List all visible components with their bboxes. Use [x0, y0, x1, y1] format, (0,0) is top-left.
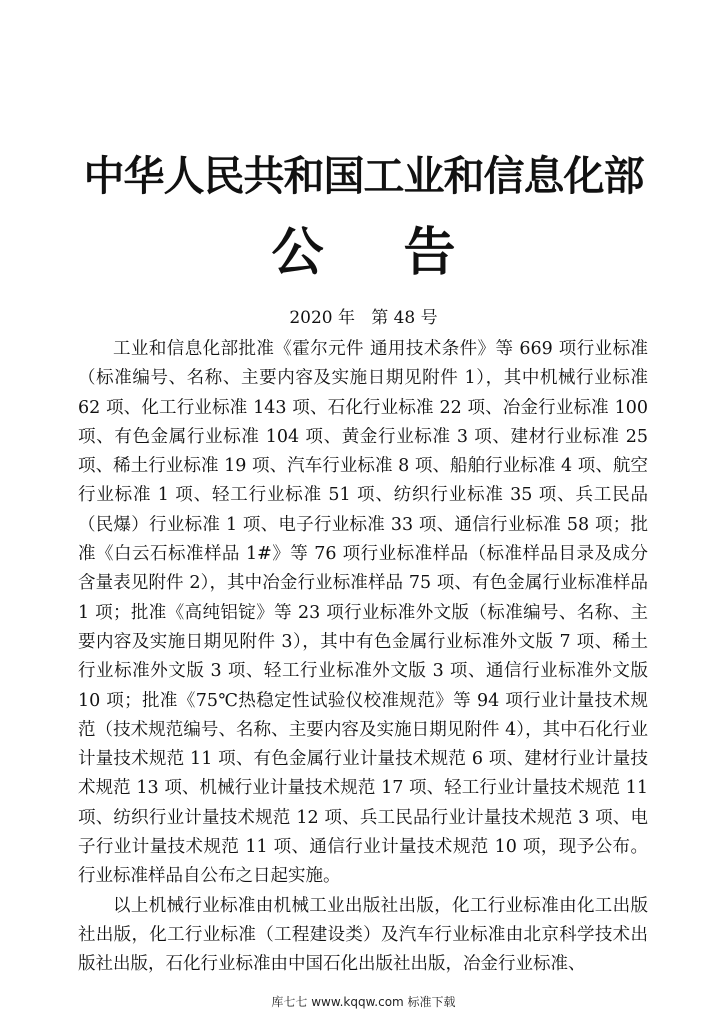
issue-number: 2020 年 第 48 号 — [289, 308, 438, 328]
footer-watermark: 库七七 www.kqqw.com 标准下载 — [271, 995, 456, 1009]
body-paragraph-2: 以上机械行业标准由机械工业出版社出版，化工行业标准由化工出版社出版，化工行业标准（工程建设类）及汽车行业标准由北京科学技术出版社出版，石化行业标准由中国石化出版社出版，冶金行业标准、 — [78, 895, 648, 975]
notice-heading: 公告 — [271, 222, 536, 283]
notice-body — [78, 335, 648, 980]
body-paragraph-1: 工业和信息化部批准《霍尔元件 通用技术条件》等 669 项行业标准（标准编号、名称、主要内容及实施日期见附件 1），其中机械行业标准 62 项、化工行业标准 143 项、石化行业标准 22 项、冶金行业标准 100 项、有色金属行业标准 104 项、黄金行业标准 3 项、建材行业标准 25 项、稀土行业标准 19 项、汽车行业标准 8 项、船舶行业标准 4 项、航空行业标准 1 项、轻工行业标准 51 项、纺织行业标准 35 项、兵工民品（民爆）行业标准 1 项、电子行业标准 33 项、通信行业标准 58 项；批准《白云石标准样品 1#》等 76 项行业标准样品（标准样品目录及成分含量表见附件 2），其中冶金行业标准样品 75 项、有色金属行业标准样品 1 项；批准《高纯铝锭》等 23 项行业标准外文版（标准编号、名称、主要内容及实施日期见附件 3），其中有色金属行业标准外文版 7 项、稀土行业标准外文版 3 项、轻工行业标准外文版 3 项、通信行业标准外文版 10 项；批准《75℃热稳定性试验仪校准规范》等 94 项行业计量技术规范（技术规范编号、名称、主要内容及实施日期见附件 4），其中石化行业计量技术规范 11 项、有色金属行业计量技术规范 6 项、建材行业计量技术规范 13 项、机械行业计量技术规范 17 项、轻工行业计量技术规范 11 项、纺织行业计量技术规范 12 项、兵工民品行业计量技术规范 3 项、电子行业计量技术规范 11 项、通信行业计量技术规范 10 项，现予公布。行业标准样品自公布之日起实施。 — [78, 339, 648, 887]
ministry-title: 中华人民共和国工业和信息化部 — [83, 152, 644, 200]
